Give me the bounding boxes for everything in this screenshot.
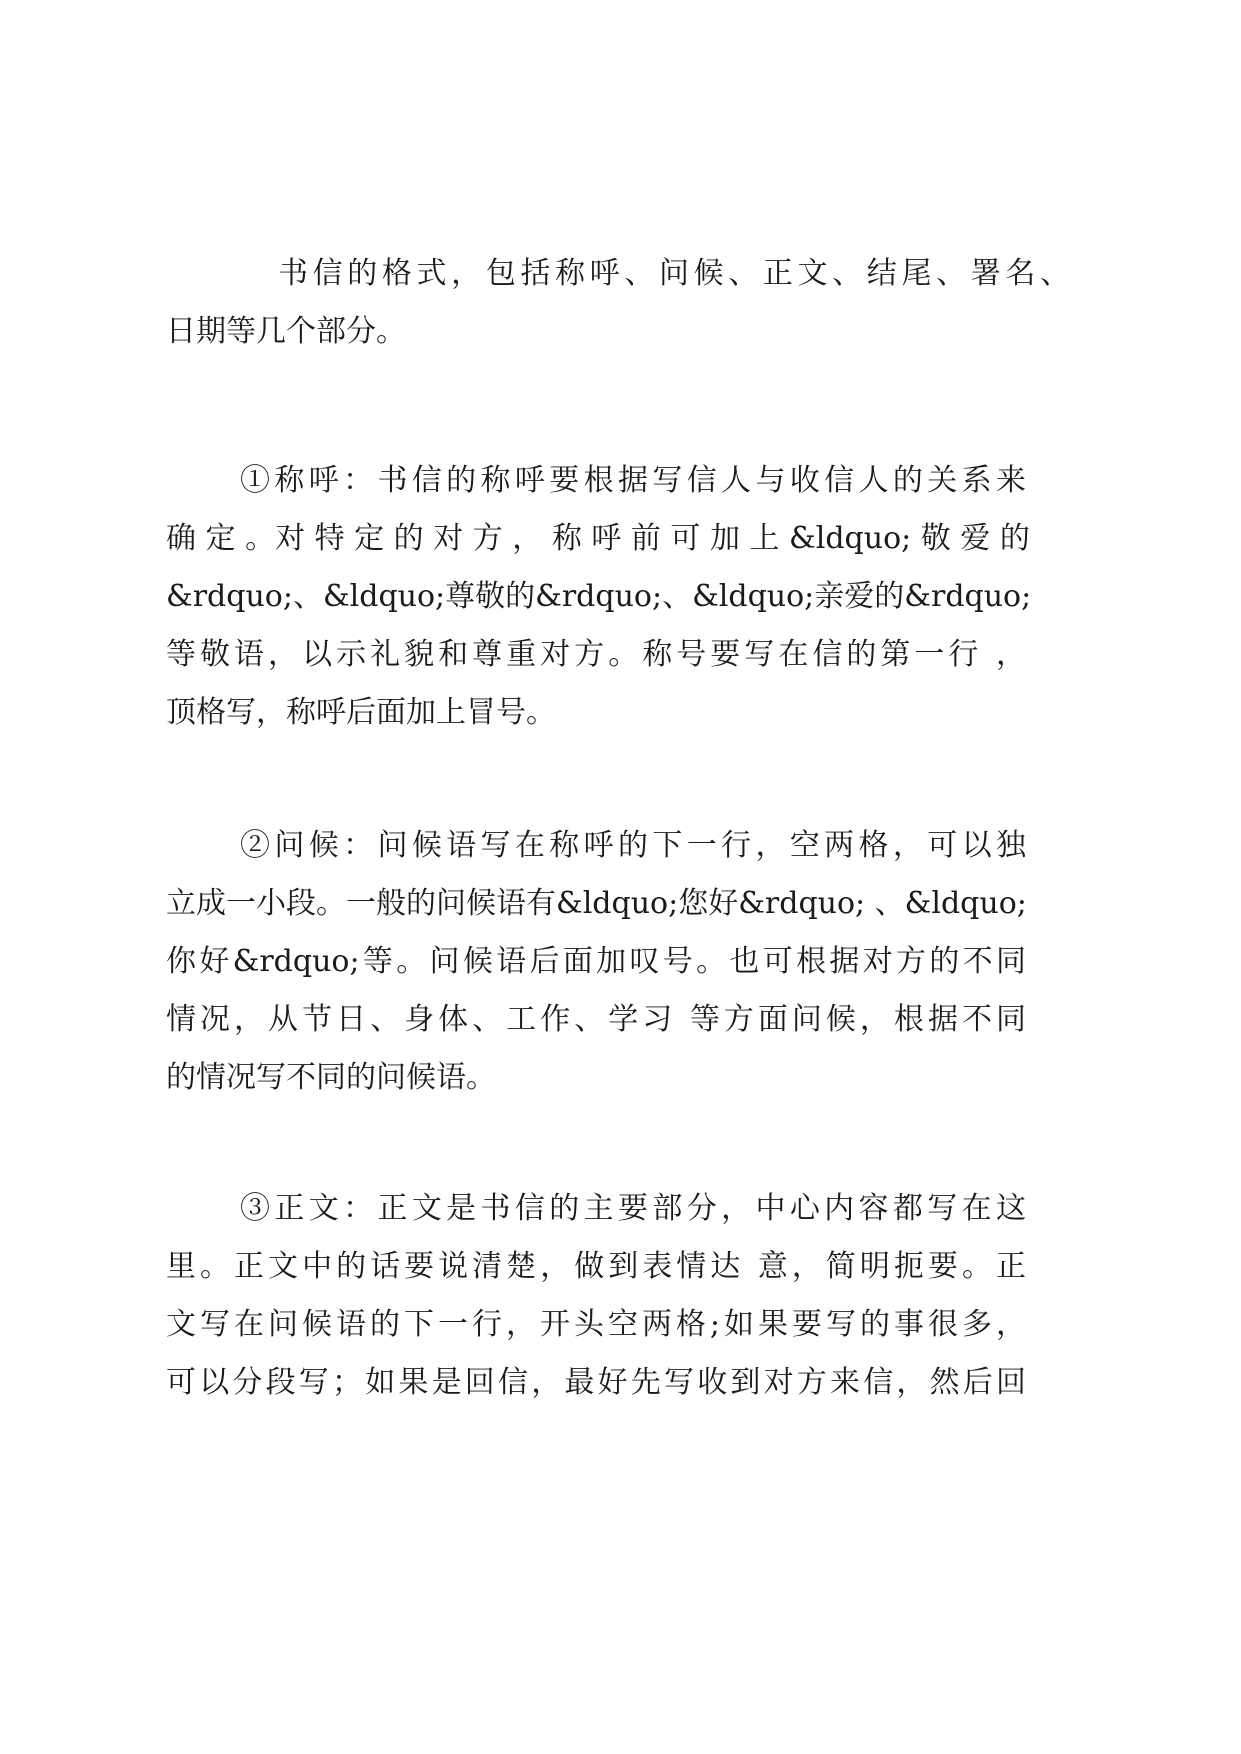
text-line: ②问候：问候语写在称呼的下一行，空两格，可以独 <box>240 828 1026 863</box>
text-line: 等敬语，以示礼貌和尊重对方。称号要写在信的第一行 ， <box>166 637 1026 672</box>
paragraph-body <box>166 1180 1050 1412</box>
text-line: 立成一小段。一般的问候语有&ldquo;您好&rdquo; 、&ldquo; <box>166 886 1027 921</box>
text-line: ③正文：正文是书信的主要部分，中心内容都写在这 <box>240 1191 1026 1226</box>
text-line: 日期等几个部分。 <box>166 314 406 349</box>
text-line: 书信的格式，包括称呼、问候、正文、结尾、署名、 <box>278 256 1070 291</box>
text-line: 情况，从节日、身体、工作、学习 等方面问候，根据不同 <box>166 1002 1026 1037</box>
text-line: 文写在问候语的下一行，开头空两格;如果要写的事很多， <box>166 1307 1026 1342</box>
text-line: 你好&rdquo;等。问候语后面加叹号。也可根据对方的不同 <box>166 944 1026 979</box>
text-line: &rdquo;、&ldquo;尊敬的&rdquo;、&ldquo;亲爱的&rdquo; <box>166 579 1032 614</box>
paragraph-greeting <box>166 817 1050 1107</box>
paragraph-salutation <box>166 452 1050 742</box>
text-line: 确 定 。对 特 定 的 对 方 ， 称 呼 前 可 加 上 &ldquo; 敬 爱 的 <box>166 521 1030 556</box>
text-line: 顶格写，称呼后面加上冒号。 <box>166 695 556 730</box>
text-line: 的情况写不同的问候语。 <box>166 1060 496 1095</box>
text-line: 里。正文中的话要说清楚，做到表情达 意，简明扼要。正 <box>166 1249 1026 1284</box>
text-line: 可以分段写；如果是回信，最好先写收到对方来信，然后回 <box>166 1365 1026 1400</box>
paragraph-format-intro <box>166 245 1070 361</box>
text-line: ①称呼：书信的称呼要根据写信人与收信人的关系来 <box>240 463 1026 498</box>
